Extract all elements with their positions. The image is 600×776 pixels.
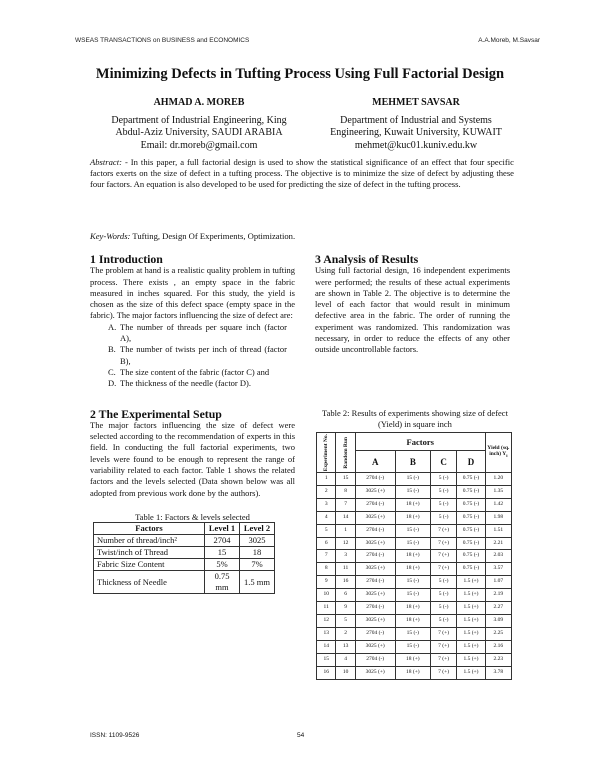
- table-cell: 1.5 (+): [457, 589, 486, 602]
- table-row: Thickness of Needle 0.75 mm 1.5 mm: [94, 571, 275, 594]
- table-cell: 2.16: [485, 640, 511, 653]
- table-cell: 0.75 (-): [457, 485, 486, 498]
- table-cell: 10: [336, 666, 355, 679]
- table-cell: 15 (-): [395, 473, 430, 486]
- col-header-d: D: [457, 451, 486, 473]
- table-cell: 7 (+): [431, 550, 457, 563]
- table-cell: 2: [317, 485, 336, 498]
- table-cell: 5 (-): [431, 511, 457, 524]
- keywords: [90, 231, 520, 241]
- table-cell: 7 (+): [431, 627, 457, 640]
- table-row: Number of thread/inch² 2704 3025: [94, 535, 275, 547]
- table-cell: 3025 (+): [355, 666, 395, 679]
- author-affiliation: Department of Industrial Engineering, King: [111, 114, 287, 126]
- table-cell: 3025 (+): [355, 640, 395, 653]
- list-item: B. The number of twists per inch of thread (factor B),: [108, 344, 287, 366]
- table-cell: 5 (-): [431, 602, 457, 615]
- table-cell: 3.78: [485, 666, 511, 679]
- table-row: [317, 550, 512, 563]
- author-name: AHMAD A. MOREB: [153, 97, 245, 108]
- table-cell: 3.09: [485, 614, 511, 627]
- table-factors-levels: [93, 522, 275, 594]
- abstract: [90, 157, 514, 190]
- table-cell: 2704 (-): [355, 653, 395, 666]
- table-cell: 18 (+): [395, 602, 430, 615]
- table-cell: 5 (-): [431, 614, 457, 627]
- running-header-journal: WSEAS TRANSACTIONS on BUSINESS and ECONOMICS: [75, 37, 250, 44]
- table-cell: 1: [317, 473, 336, 486]
- table-row: [317, 602, 512, 615]
- table-cell: 2704 (-): [355, 524, 395, 537]
- table-row: [317, 563, 512, 576]
- table-cell: 6: [317, 537, 336, 550]
- table-cell: 3025 (+): [355, 485, 395, 498]
- setup-paragraph: The major factors influencing the size of defect were selected according to the recommendation of experts in this field. In conducting the full factorial experiments, two levels were found to be enough to represent the range of variability related to each factor. Table 1 shows the related factors and the levels selected (Data shown below was all adopted from previous work done by the authors).: [90, 419, 295, 498]
- table-cell: 0.75 (-): [457, 511, 486, 524]
- author-email: Email: dr.moreb@gmail.com: [140, 139, 258, 151]
- table-header: Factors: [94, 523, 205, 535]
- author-affiliation: Department of Industrial and Systems: [340, 114, 492, 126]
- table-cell: 3025 (+): [355, 614, 395, 627]
- table-cell: 7: [317, 550, 336, 563]
- table-cell: 7 (+): [431, 537, 457, 550]
- table-cell: 5: [336, 614, 355, 627]
- author-block-1: [88, 97, 310, 152]
- table-cell: 2.27: [485, 602, 511, 615]
- table-row: Twist/inch of Thread 15 18: [94, 547, 275, 559]
- table-header: Level 2: [240, 523, 275, 535]
- table-cell: 12: [336, 537, 355, 550]
- table-cell: 16: [317, 666, 336, 679]
- table-cell: 1.20: [485, 473, 511, 486]
- table-cell: 12: [317, 614, 336, 627]
- table-cell: 1.5 (+): [457, 666, 486, 679]
- keywords-label: Key-Words:: [90, 231, 131, 241]
- table-cell: 8: [317, 563, 336, 576]
- table-cell: 18 (+): [395, 550, 430, 563]
- table-cell: 15 (-): [395, 524, 430, 537]
- table-cell: 15 (-): [395, 627, 430, 640]
- table-cell: 7 (+): [431, 653, 457, 666]
- table-cell: 3025 (+): [355, 589, 395, 602]
- table-cell: 5 (-): [431, 485, 457, 498]
- table-header: Level 1: [205, 523, 240, 535]
- table-cell: 18 (+): [395, 666, 430, 679]
- table-cell: 0.75 (-): [457, 563, 486, 576]
- table-cell: 1.5 (+): [457, 640, 486, 653]
- table-row: Fabric Size Content 5% 7%: [94, 559, 275, 571]
- exp-no-header: Experiment No.: [323, 433, 330, 472]
- table-cell: 0.75 (-): [457, 473, 486, 486]
- abstract-text: - In this paper, a full factorial design is used to show the statistical significance of an effect that four specific factors exerts on the size of defect in a tufting process. The objective is to minimize the size of defect by adjusting these four factors. An equation is also developed to be used for predicting the size of defect in the tufting process.: [90, 157, 514, 189]
- table-experiment-results: [316, 432, 512, 680]
- table-cell: 2704 (-): [355, 550, 395, 563]
- col-header-a: A: [355, 451, 395, 473]
- table-cell: 18 (+): [395, 653, 430, 666]
- table-cell: 1.42: [485, 498, 511, 511]
- factor-list: [90, 322, 295, 390]
- table-cell: 1.51: [485, 524, 511, 537]
- table-cell: 14: [336, 511, 355, 524]
- table-cell: 15: [317, 653, 336, 666]
- table-cell: 2: [336, 627, 355, 640]
- table-row: [317, 485, 512, 498]
- table-cell: 7 (+): [431, 666, 457, 679]
- table-cell: 5 (-): [431, 473, 457, 486]
- author-block-2: [305, 97, 527, 152]
- table-cell: 1.5 (+): [457, 653, 486, 666]
- table-cell: 13: [317, 627, 336, 640]
- table-cell: 2.19: [485, 589, 511, 602]
- left-column: [90, 254, 295, 594]
- list-item: C. The size content of the fabric (factor C) and: [108, 366, 270, 377]
- table-row: [317, 498, 512, 511]
- table-cell: 1.5 (+): [457, 614, 486, 627]
- table-cell: 3.57: [485, 563, 511, 576]
- table-cell: 5 (-): [431, 589, 457, 602]
- col-header-c: C: [431, 451, 457, 473]
- table-cell: 16: [336, 576, 355, 589]
- table-cell: 2.25: [485, 627, 511, 640]
- table-cell: 7: [336, 498, 355, 511]
- table2-caption: Table 2: Results of experiments showing size of defect (Yield) in square inch: [322, 408, 508, 429]
- table-row: [317, 473, 512, 486]
- table-row: [317, 524, 512, 537]
- table-cell: 1.35: [485, 485, 511, 498]
- list-item: D. The thickness of the needle (factor D).: [108, 378, 251, 389]
- table-row: [317, 576, 512, 589]
- table-cell: 2704 (-): [355, 473, 395, 486]
- author-affiliation: Engineering, Kuwait University, KUWAIT: [330, 127, 502, 138]
- table-cell: 2704 (-): [355, 576, 395, 589]
- abstract-label: Abstract:: [90, 157, 122, 167]
- table-row: [317, 640, 512, 653]
- table-cell: 5 (-): [431, 498, 457, 511]
- table-cell: 1.5 (+): [457, 576, 486, 589]
- table-cell: 15 (-): [395, 485, 430, 498]
- table-cell: 7 (+): [431, 640, 457, 653]
- run-header: Random Run: [342, 436, 349, 469]
- table-cell: 7 (+): [431, 563, 457, 576]
- table1-caption: Table 1: Factors & levels selected: [135, 511, 250, 522]
- table-cell: 0.75 (-): [457, 524, 486, 537]
- table-cell: 2704 (-): [355, 602, 395, 615]
- table-cell: 18 (+): [395, 511, 430, 524]
- list-item: A. The number of threads per square inch (factor A),: [108, 321, 287, 344]
- table-row: [317, 627, 512, 640]
- table-cell: 14: [317, 640, 336, 653]
- author-affiliation: Abdul-Aziz University, SAUDI ARABIA: [115, 127, 283, 138]
- table-cell: 9: [317, 576, 336, 589]
- table-cell: 1.98: [485, 511, 511, 524]
- table-row: [317, 666, 512, 679]
- table-cell: 2704 (-): [355, 498, 395, 511]
- table-cell: 13: [336, 640, 355, 653]
- table-cell: 2.03: [485, 550, 511, 563]
- table-cell: 15: [336, 473, 355, 486]
- section-heading-introduction: 1 Introduction: [90, 252, 163, 266]
- running-header-authors: A.A.Moreb, M.Savsar: [478, 37, 540, 44]
- table-cell: 9: [336, 602, 355, 615]
- paper-title: Minimizing Defects in Tufting Process Using Full Factorial Design: [95, 66, 505, 82]
- table-cell: 1.5 (+): [457, 627, 486, 640]
- table-row: [317, 614, 512, 627]
- table-cell: 6: [336, 589, 355, 602]
- table2-body: [317, 473, 512, 680]
- table-row: [317, 653, 512, 666]
- table-cell: 5: [317, 524, 336, 537]
- yield-header: Yield (sq. inch) $Y_i$: [485, 433, 511, 473]
- table-cell: 1.5 (+): [457, 602, 486, 615]
- table-cell: 18 (+): [395, 614, 430, 627]
- right-column: [315, 254, 510, 356]
- table-cell: 3025 (+): [355, 563, 395, 576]
- section-heading-analysis: 3 Analysis of Results: [315, 252, 419, 266]
- table-cell: 3025 (+): [355, 537, 395, 550]
- table-cell: 1: [336, 524, 355, 537]
- table-cell: 3: [317, 498, 336, 511]
- table-cell: 11: [317, 602, 336, 615]
- table-cell: 10: [317, 589, 336, 602]
- table-cell: 18 (+): [395, 498, 430, 511]
- table-cell: 5 (-): [431, 576, 457, 589]
- table-cell: 7 (+): [431, 524, 457, 537]
- table-cell: 1.07: [485, 576, 511, 589]
- author-name: MEHMET SAVSAR: [372, 97, 460, 108]
- table-cell: 11: [336, 563, 355, 576]
- table-cell: 15 (-): [395, 589, 430, 602]
- table-cell: 2704 (-): [355, 627, 395, 640]
- table-row: [317, 537, 512, 550]
- footer-issn: ISSN: 1109-9526: [90, 732, 140, 739]
- table-cell: 18 (+): [395, 563, 430, 576]
- table-row: [317, 589, 512, 602]
- table-cell: 15 (-): [395, 576, 430, 589]
- table-cell: 2.23: [485, 653, 511, 666]
- table-row: [317, 511, 512, 524]
- table-cell: 3: [336, 550, 355, 563]
- factors-header: Factors: [355, 433, 485, 451]
- table-cell: 0.75 (-): [457, 550, 486, 563]
- intro-paragraph: The problem at hand is a realistic quality problem in tufting process. There exists , an empty space in the fabric measured in inches squared. For this study, the yield is chosen as the size of this defect space (empty space in the fabric). The major factors influencing the size of defect are:: [90, 265, 295, 321]
- table-cell: 8: [336, 485, 355, 498]
- table-cell: 15 (-): [395, 537, 430, 550]
- section-heading-setup: 2 The Experimental Setup: [90, 406, 222, 421]
- keywords-text: Tufting, Design Of Experiments, Optimization.: [130, 231, 296, 241]
- table-cell: 2.21: [485, 537, 511, 550]
- table-cell: 4: [336, 653, 355, 666]
- table-cell: 4: [317, 511, 336, 524]
- table-cell: 0.75 (-): [457, 498, 486, 511]
- footer-page-number: 54: [297, 732, 305, 739]
- table-cell: 3025 (+): [355, 511, 395, 524]
- table-cell: 0.75 (-): [457, 537, 486, 550]
- col-header-b: B: [395, 451, 430, 473]
- analysis-paragraph: Using full factorial design, 16 independent experiments were performed; the results of these actual experiments are shown in Table 2. The objective is to determine the level of each factor that would result in minimum defective area in the fabric. The order of running the experiment was randomized. This randomization was necessary, in order to reduce the effects of any other outside uncontrollable factors.: [315, 265, 510, 355]
- table-cell: 15 (-): [395, 640, 430, 653]
- author-email: mehmet@kuc01.kuniv.edu.kw: [354, 139, 478, 151]
